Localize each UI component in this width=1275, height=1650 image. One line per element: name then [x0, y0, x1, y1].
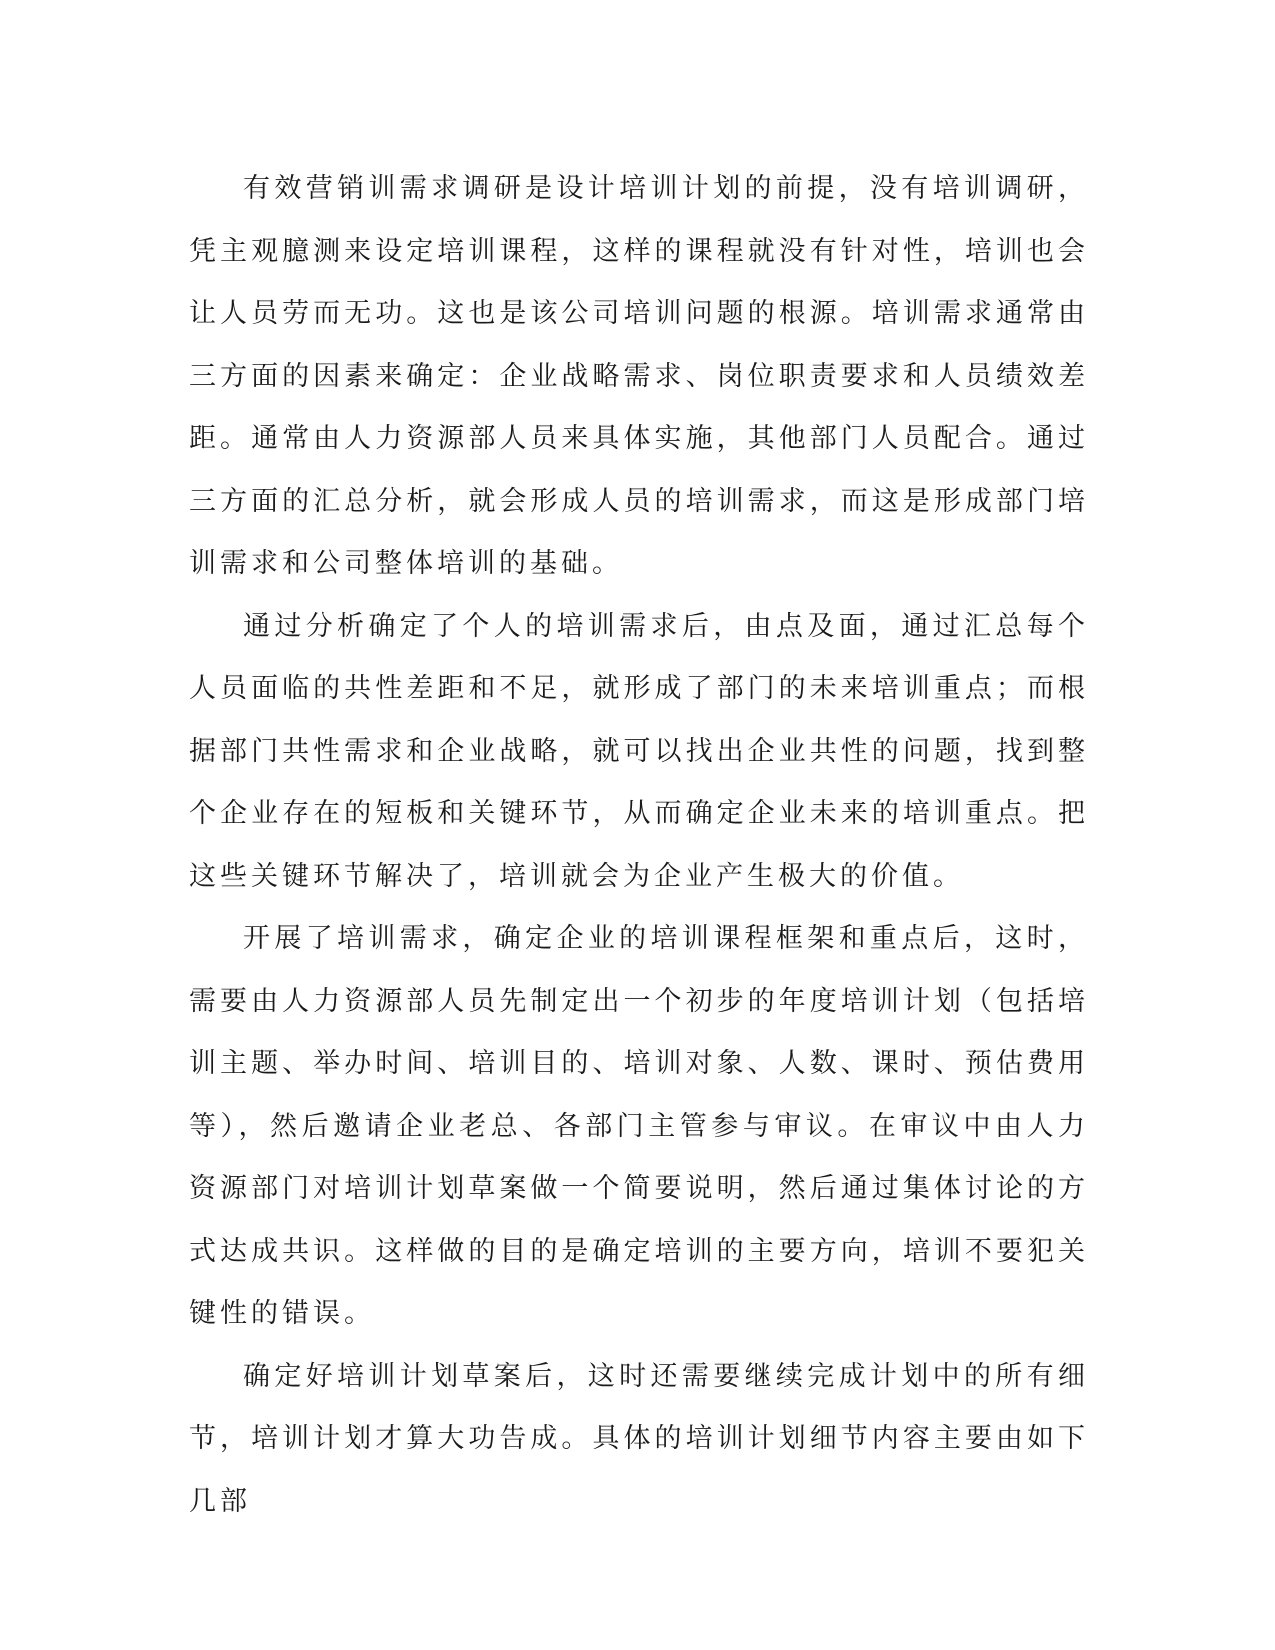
paragraph-2: 通过分析确定了个人的培训需求后，由点及面，通过汇总每个人员面临的共性差距和不足，就形成了部门的未来培训重点；而根据部门共性需求和企业战略，就可以找出企业共性的问题，找到整个企业存在的短板和关键环节，从而确定企业未来的培训重点。把这些关键环节解决了，培训就会为企业产生极大的价值。	[189, 610, 1089, 892]
paragraph-3: 开展了培训需求，确定企业的培训课程框架和重点后，这时，需要由人力资源部人员先制定出一个初步的年度培训计划（包括培训主题、举办时间、培训目的、培训对象、人数、课时、预估费用等），然后邀请企业老总、各部门主管参与审议。在审议中由人力资源部门对培训计划草案做一个简要说明，然后通过集体讨论的方式达成共识。这样做的目的是确定培训的主要方向，培训不要犯关键性的错误。	[189, 923, 1089, 1329]
paragraph-4: 确定好培训计划草案后，这时还需要继续完成计划中的所有细节，培训计划才算大功告成。具体的培训计划细节内容主要由如下几部	[189, 1360, 1089, 1517]
paragraph-1: 有效营销训需求调研是设计培训计划的前提，没有培训调研，凭主观臆测来设定培训课程，这样的课程就没有针对性，培训也会让人员劳而无功。这也是该公司培训问题的根源。培训需求通常由三方面的因素来确定：企业战略需求、岗位职责要求和人员绩效差距。通常由人力资源部人员来具体实施，其他部门人员配合。通过三方面的汇总分析，就会形成人员的培训需求，而这是形成部门培训需求和公司整体培训的基础。	[189, 173, 1089, 579]
document-body	[189, 158, 1089, 1533]
